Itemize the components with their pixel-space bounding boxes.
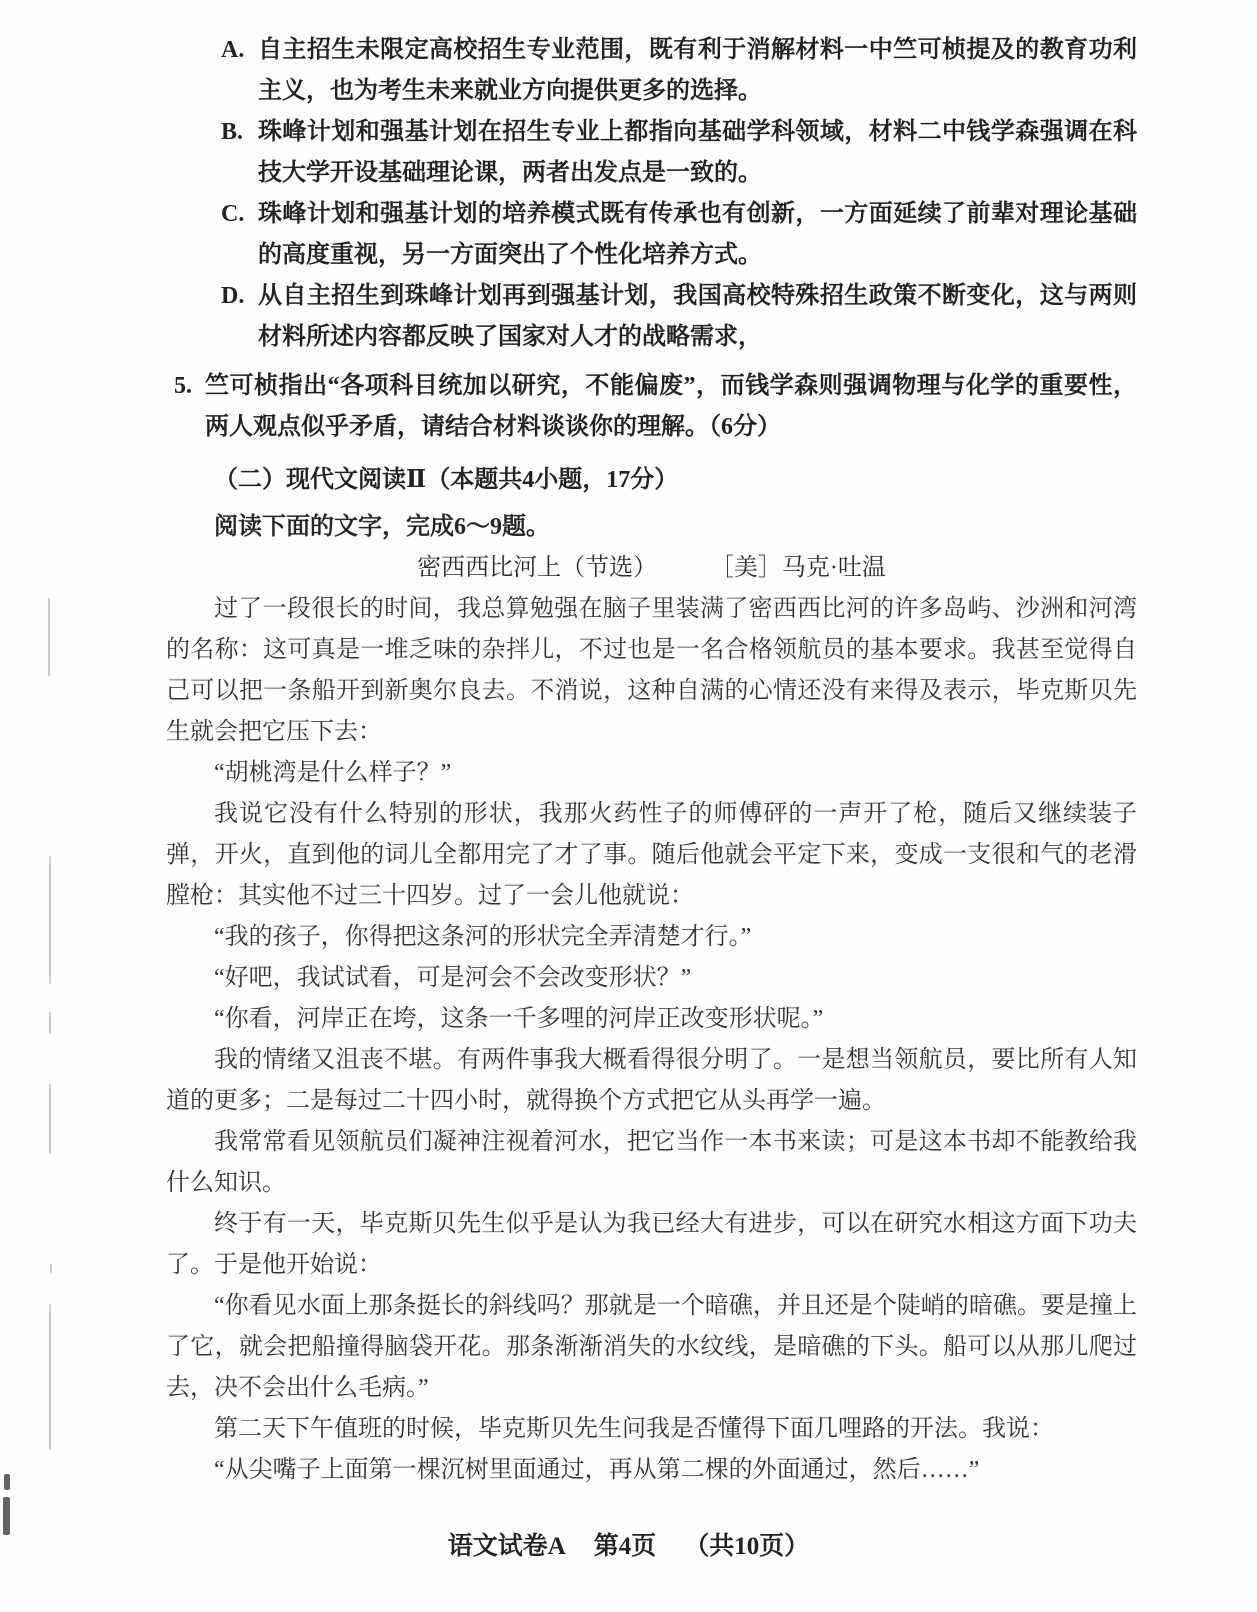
question-5-text: 竺可桢指出“各项科目统加以研究，不能偏废”，而钱学森则强调物理与化学的重要性，两人观点似乎矛盾，请结合材料谈谈你的理解。（6分） (205, 373, 1137, 440)
question-5 (174, 366, 1137, 448)
passage-title: 密西西比河上（节选） (417, 555, 658, 581)
footer-paper-name: 语文试卷A (447, 1533, 566, 1560)
option-c-text: 珠峰计划和强基计划的培养模式既有传承也有创新，一方面延续了前辈对理论基础的高度重视，另一方面突出了个性化培养方式。 (258, 201, 1137, 268)
section-2-heading: （二）现代文阅读Ⅱ（本题共4小题，17分） (214, 467, 679, 493)
option-d (221, 276, 1137, 358)
page-footer (0, 1526, 1257, 1562)
scan-artifact (49, 1084, 51, 1154)
passage-paragraph: 我常常看见领航员们凝神注视着河水，把它当作一本书来读；可是这本书却不能教给我什么知识。 (166, 1129, 1137, 1196)
passage-dialog: “我的孩子，你得把这条河的形状完全弄清楚才行。” (214, 924, 752, 950)
passage-paragraph: 我的情绪又沮丧不堪。有两件事我大概看得很分明了。一是想当领航员，要比所有人知道的更多；二是每过二十四小时，就得换个方式把它从头再学一遍。 (166, 1047, 1137, 1114)
passage-dialog: “从尖嘴子上面第一棵沉树里面通过，再从第二棵的外面通过，然后……” (214, 1457, 980, 1483)
footer-page-number: 第4页 (593, 1533, 657, 1560)
reading-instruction: 阅读下面的文字，完成6～9题。 (214, 514, 550, 540)
scan-artifact (4, 1474, 10, 1490)
passage-title-line (166, 548, 1137, 589)
passage-paragraph: 过了一段很长的时间，我总算勉强在脑子里装满了密西西比河的许多岛屿、沙洲和河湾的名称：这可真是一堆乏味的杂拌儿，不过也是一名合格领航员的基本要求。我甚至觉得自己可以把一条船开到新奥尔良去。不消说，这种自满的心情还没有来得及表示，毕克斯贝先生就会把它压下去： (166, 596, 1137, 745)
passage-dialog: “你看见水面上那条挺长的斜线吗？那就是一个暗礁，并且还是个陡峭的暗礁。要是撞上了它，就会把船撞得脑袋开花。那条渐渐消失的水纹线，是暗礁的下头。船可以从那儿爬过去，决不会出什么毛病。” (166, 1293, 1137, 1401)
passage-paragraph: 终于有一天，毕克斯贝先生似乎是认为我已经大有进步，可以在研究水相这方面下功夫了。于是他开始说： (166, 1211, 1137, 1278)
option-c (221, 194, 1137, 276)
page-content (166, 30, 1137, 1491)
passage-dialog: “好吧，我试试看，可是河会不会改变形状？” (214, 965, 692, 991)
passage-paragraph: 第二天下午值班的时候，毕克斯贝先生问我是否懂得下面几哩路的开法。我说： (214, 1416, 1054, 1442)
passage-dialog: “你看，河岸正在垮，这条一千多哩的河岸正改变形状呢。” (214, 1006, 824, 1032)
scan-artifact (50, 1264, 52, 1273)
option-d-text: 从自主招生到珠峰计划再到强基计划，我国高校特殊招生政策不断变化，这与两则材料所述内容都反映了国家对人才的战略需求， (258, 283, 1137, 350)
option-d-label: D. (221, 283, 245, 309)
scan-artifact (49, 1304, 51, 1450)
question-4-options (221, 30, 1137, 358)
option-a-label: A. (221, 37, 245, 63)
passage-body (166, 589, 1137, 1491)
option-a-text: 自主招生未限定高校招生专业范围，既有利于消解材料一中竺可桢提及的教育功利主义，也为考生未来就业方向提供更多的选择。 (258, 37, 1137, 104)
footer-total-pages: （共10页） (684, 1533, 810, 1560)
passage-author: ［美］马克·吐温 (709, 555, 886, 581)
scan-artifact (3, 1497, 10, 1535)
scan-artifact (49, 856, 51, 984)
option-a (221, 30, 1137, 112)
scan-artifact (49, 1012, 51, 1034)
passage-dialog: “胡桃湾是什么样子？” (214, 760, 452, 786)
passage-paragraph: 我说它没有什么特别的形状，我那火药性子的师傅砰的一声开了枪，随后又继续装子弹，开火，直到他的词儿全都用完了才了事。随后他就会平定下来，变成一支很和气的老滑膛枪：其实他不过三十四岁。过了一会儿他就说： (166, 801, 1137, 909)
question-5-number: 5. (174, 373, 192, 399)
option-b-text: 珠峰计划和强基计划在招生专业上都指向基础学科领域，材料二中钱学森强调在科技大学开设基础理论课，两者出发点是一致的。 (258, 119, 1137, 186)
option-b (221, 112, 1137, 194)
option-c-label: C. (221, 201, 245, 227)
option-b-label: B. (221, 119, 244, 145)
scan-artifact (48, 598, 50, 676)
